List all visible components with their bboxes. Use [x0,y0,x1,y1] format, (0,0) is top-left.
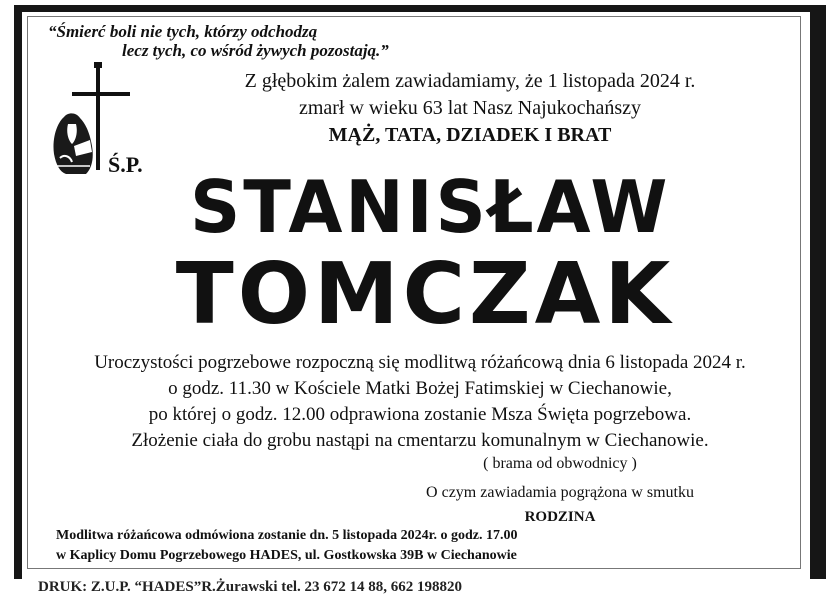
funeral-line-1: Uroczystości pogrzebowe rozpoczną się modlitwą różańcową dnia 6 listopada 2024 r. [94,352,746,373]
printer-footer: DRUK: Z.U.P. “HADES”R.Żurawski tel. 23 672 14 88, 662 198820 [38,579,463,595]
intro-line-1: Z głębokim żalem zawiadamiamy, że 1 listopada 2024 r. [244,70,696,92]
deceased-last-name: TOMCZAK [175,245,675,344]
closing-line: O czym zawiadamia pogrążona w smutku [426,484,694,501]
intro-line-3: MĄŻ, TATA, DZIADEK I BRAT [328,124,612,146]
prayer-line-1: Modlitwa różańcowa odmówiona zostanie dn. 5 listopada 2024r. o godz. 17.00 [56,528,518,543]
funeral-line-4: Złożenie ciała do grobu nastąpi na cmentarzu komunalnym w Ciechanowie. [131,430,709,451]
deceased-first-name: STANISŁAW [190,165,671,249]
motto-line-2: lecz tych, co wśród żywych pozostają.” [122,41,389,60]
funeral-line-2: o godz. 11.30 w Kościele Matki Bożej Fatimskiej w Ciechanowie, [168,378,672,399]
funeral-line-3: po której o godz. 12.00 odprawiona zostanie Msza Święta pogrzebowa. [148,404,692,425]
prayer-line-2: w Kaplicy Domu Pogrzebowego HADES, ul. Gostkowska 39B w Ciechanowie [56,548,517,563]
sp-label: Ś.P. [108,152,143,177]
motto-line-1: “Śmierć boli nie tych, którzy odchodzą [48,22,318,41]
intro-line-2: zmarł w wieku 63 lat Nasz Najukochańszy [298,97,642,119]
funeral-line-5: ( brama od obwodnicy ) [483,455,637,472]
signature: RODZINA [524,509,596,525]
